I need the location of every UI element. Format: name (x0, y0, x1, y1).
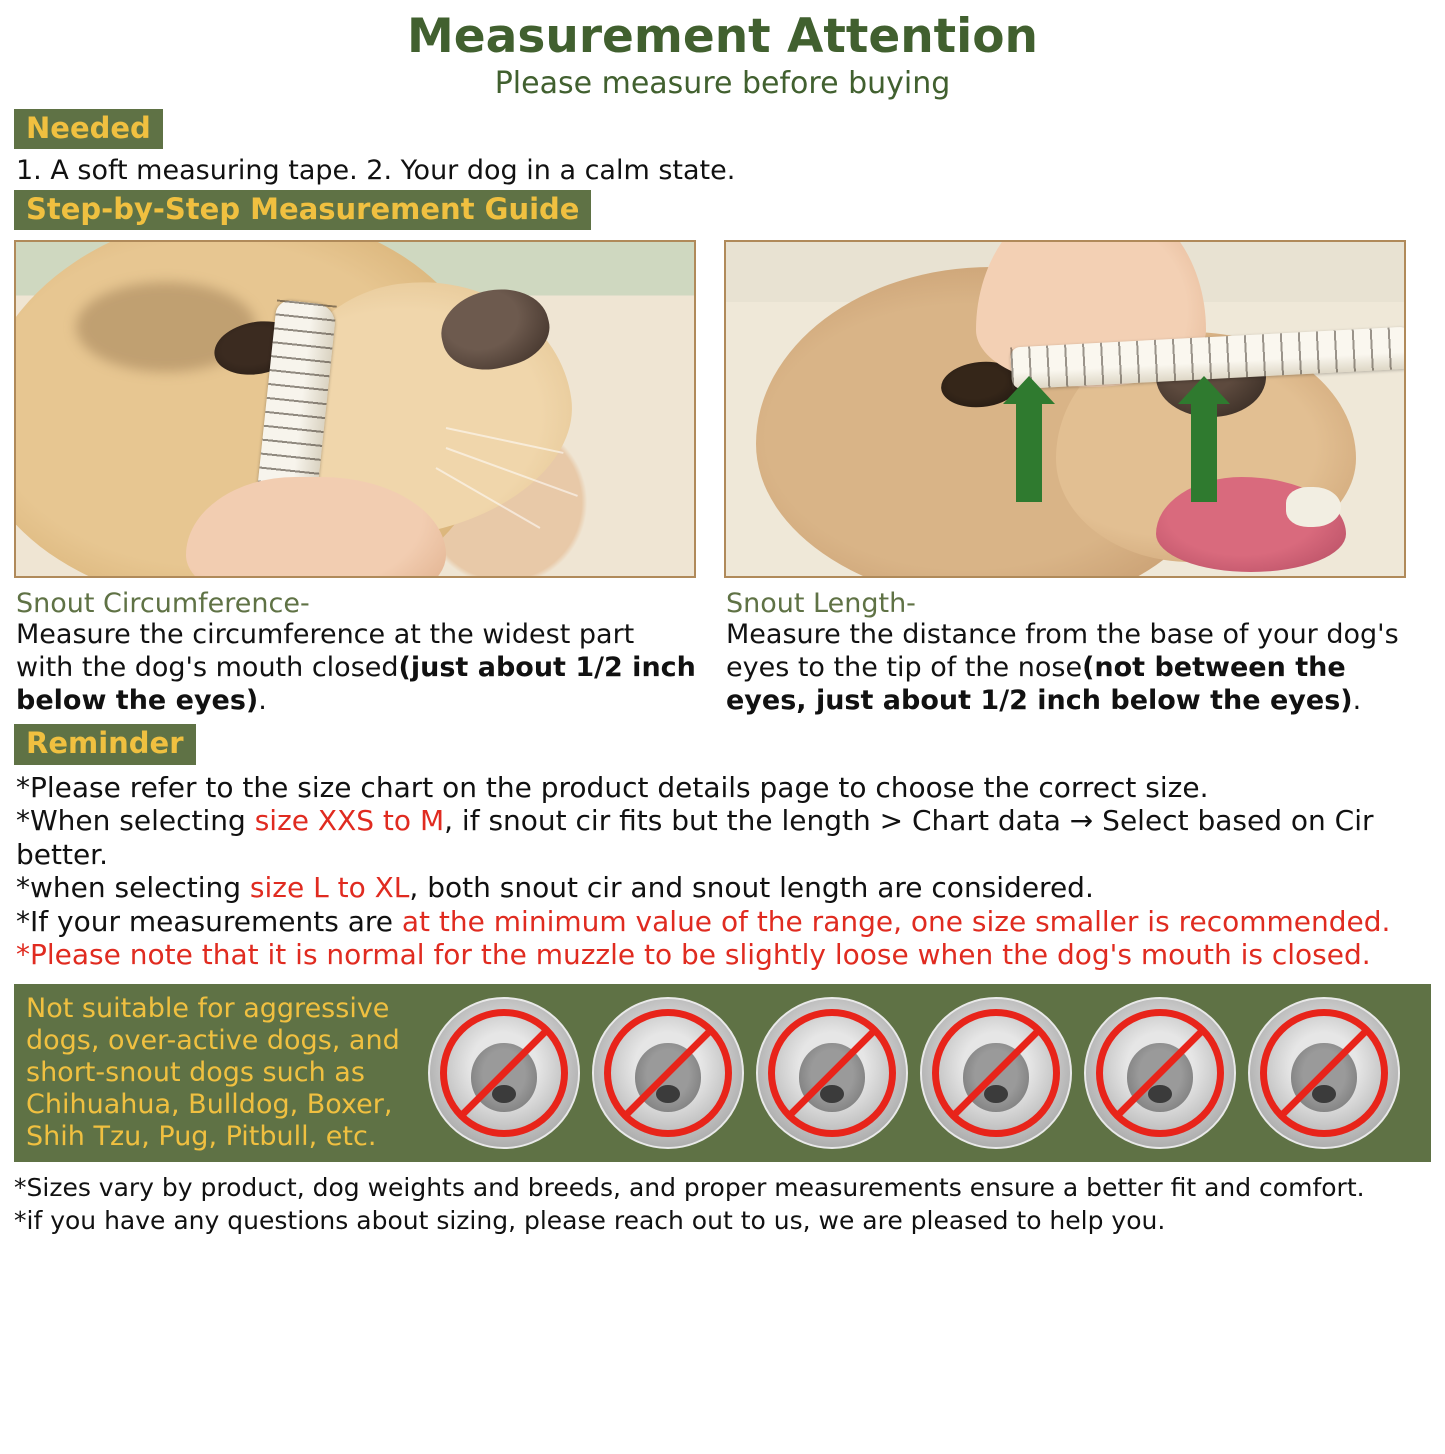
step-2-caption-body (726, 619, 1406, 718)
reminder-text-segment: *If your measurements are (16, 904, 402, 938)
prohibition-icon (768, 1009, 896, 1137)
step-1-body-end: . (258, 685, 267, 717)
footer-line-2: *if you have any questions about sizing, please reach out to us, we are pleased to help you. (14, 1205, 1166, 1235)
reminder-line (16, 771, 1431, 805)
french-bulldog-banned-icon (756, 997, 908, 1149)
reminder-section (14, 724, 1431, 972)
guide-photos-row (14, 240, 1431, 718)
step-1-body-text: Measure the circumference at the widest part with the dog's mouth closed (16, 619, 635, 684)
page-subtitle: Please measure before buying (494, 66, 951, 102)
page-title: Measurement Attention (407, 9, 1038, 64)
step-2-body-text: Measure the distance from the base of your dog's eyes to the tip of the nose (726, 619, 1399, 684)
reminder-lines (16, 771, 1431, 973)
reminder-text-segment: at the minimum value of the range, one size smaller is recommended. (401, 904, 1391, 938)
footer-notes (14, 1172, 1431, 1237)
arrow-up-right-icon (1191, 402, 1217, 502)
reminder-text-segment: , both snout cir and snout length are considered. (409, 871, 1094, 905)
guide-section (14, 190, 1431, 718)
reminder-line (16, 905, 1431, 939)
step-1-body-bold: (just about 1/2 inch below the eyes) (16, 652, 696, 717)
reminder-text-segment: *Please note that it is normal for the muzzle to be slightly loose when the dog's mouth is closed. (16, 938, 1371, 972)
snout-circumference-photo (14, 240, 696, 578)
reminder-line (16, 804, 1431, 871)
prohibition-icon (440, 1009, 568, 1137)
reminder-line (16, 871, 1431, 905)
pug-banned-icon (920, 997, 1072, 1149)
needed-tag: Needed (14, 109, 163, 149)
reminder-line (16, 938, 1431, 972)
reminder-text-segment: *When selecting (16, 804, 255, 838)
shih-tzu-banned-icon (592, 997, 744, 1149)
needed-section (14, 109, 1431, 186)
shar-pei-banned-icon (1084, 997, 1236, 1149)
footer-line-1: *Sizes vary by product, dog weights and breeds, and proper measurements ensure a better fit and comfort. (14, 1173, 1365, 1203)
chihuahua-banned-icon (428, 997, 580, 1149)
arrow-up-left-icon (1016, 402, 1042, 502)
reminder-text-segment: *Please refer to the size chart on the product details page to choose the correct size. (16, 770, 1209, 804)
prohibition-icon (1260, 1009, 1388, 1137)
reminder-text-segment: size L to XL (249, 871, 410, 905)
guide-step-2 (724, 240, 1406, 718)
pitbull-banned-icon (1248, 997, 1400, 1149)
prohibition-icon (604, 1009, 732, 1137)
step-2-body-bold: (not between the eyes, just about 1/2 inch below the eyes) (726, 652, 1353, 717)
prohibition-icon (932, 1009, 1060, 1137)
reminder-text-segment: *when selecting (16, 871, 250, 905)
step-1-caption-title: Snout Circumference- (16, 588, 310, 620)
reminder-text-segment: size XXS to M (254, 804, 445, 838)
guide-tag: Step-by-Step Measurement Guide (14, 190, 591, 230)
reminder-tag: Reminder (14, 724, 196, 764)
not-suitable-strip (14, 984, 1431, 1162)
step-1-caption-body (16, 619, 696, 718)
step-2-body-end: . (1352, 685, 1362, 717)
step-2-caption-title: Snout Length- (726, 588, 916, 620)
reminder-text-segment: , if snout cir fits but the length > Chart data → Select based on Cir better. (16, 804, 1374, 871)
needed-text: 1. A soft measuring tape. 2. Your dog in a calm state. (16, 155, 736, 187)
not-suitable-text: Not suitable for aggressive dogs, over-active dogs, and short-snout dogs such as Chihuahua, Bulldog, Boxer, Shih Tzu, Pug, Pitbull, etc. (26, 993, 400, 1152)
guide-step-1 (14, 240, 696, 718)
prohibition-icon (1096, 1009, 1224, 1137)
banned-breeds-row (428, 997, 1400, 1149)
snout-length-photo (724, 240, 1406, 578)
